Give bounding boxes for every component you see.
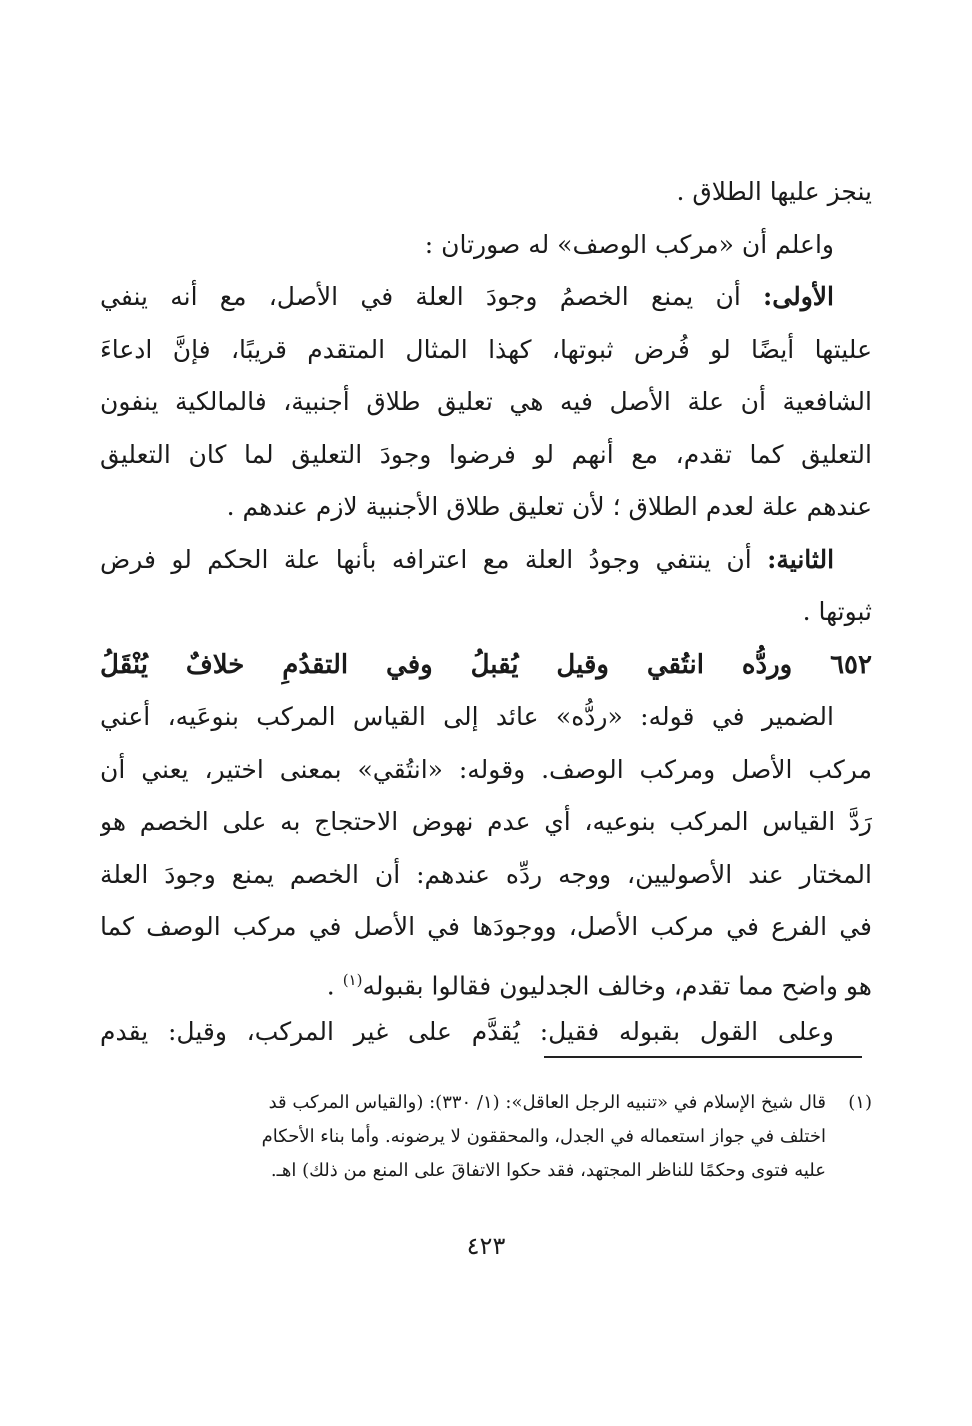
page-number: ٤٢٣ (466, 1232, 506, 1260)
text-line: المختار عند الأصوليين، ووجه ردِّه عندهم: أن الخصم يمنع وجودَ العلة (100, 859, 872, 889)
text-line (100, 271, 872, 324)
text-line: ينجز عليها الطلاق . (676, 177, 872, 206)
footnote-text: قال شيخ الإسلام في «تنبيه الرجل العاقل»: (١/ ٣٣٠): (والقياس المركب قد (268, 1092, 826, 1113)
text-line: في الفرع في مركب الأصل، ووجودَها في الأصل في مركب الوصف كما (100, 912, 872, 941)
text-line: عندهم علة لعدم الطلاق ؛ لأن تعليق طلاق الأجنبية لازم عندهم . (226, 492, 872, 521)
text-fragment: أن يمنع الخصمُ وجودَ العلة في الأصل، مع أنه ينفي (100, 282, 741, 311)
footnote-separator (544, 1056, 862, 1058)
text-line: الشافعية أن علة الأصل فيه هي تعليق طلاق أجنبية، فالمالكية ينفون (100, 387, 872, 416)
text-line: مركب الأصل ومركب الوصف. وقوله: «انتُقي» بمعنى اختير، يعني أن (100, 754, 872, 784)
footnote-line (100, 1086, 872, 1120)
text-line: التعليق كما تقدم، مع أنهم لو فرضوا وجودَ التعليق لما كان التعليق (100, 439, 872, 469)
text-line: وعلى القول بقبوله فقيل: يُقدَّم على غير المركب، وقيل: يقدم (100, 1017, 834, 1046)
verse-line: ٦٥٢ وردُّه انتُقي وقيل يُقبلُ وفي التقدُمِ خلافٌ يُنْقَلُ (100, 649, 872, 680)
second-form-heading: الثانية: (767, 544, 835, 574)
text-line: رَدَّ القياس المركب بنوعيه، أي عدم نهوض الاحتجاج به على الخصم هو (100, 807, 872, 836)
footnote-line: اختلف في جواز استعماله في الجدل، والمحققون لا يرضونه. وأما بناء الأحكام (261, 1126, 826, 1147)
text-fragment: أن ينتفي وجودُ العلة مع اعترافه بأنها علة الحكم لو فرض (100, 544, 752, 574)
text-fragment: هو واضح مما تقدم، وخالف الجدليون فقالوا بقبوله (362, 970, 872, 1000)
text-line (100, 954, 872, 1007)
first-form-heading: الأولى: (763, 282, 834, 311)
footnote-number: (١) (848, 1092, 872, 1113)
text-line (100, 534, 872, 587)
text-line: واعلم أن «مركب الوصف» له صورتان : (424, 229, 834, 259)
text-line: ثبوتها . (802, 597, 872, 626)
footnote-line: عليه فتوى وحكمًا للناظر المجتهد، فقد حكوا الاتفاقَ على المنع من ذلك) اهـ. (270, 1160, 826, 1181)
footnote-marker: (١) (342, 970, 363, 989)
text-line: الضمير في قوله: «ردُّه» عائد إلى القياس المركب بنوعَيه، أعني (100, 702, 834, 731)
footnote (100, 1086, 872, 1188)
text-fragment: . (326, 970, 343, 1000)
main-text (100, 166, 872, 1059)
text-line: عليتها أيضًا لو فُرض ثبوتها، كهذا المثال المتقدم قريبًا، فإنَّ ادعاءَ (100, 334, 872, 364)
